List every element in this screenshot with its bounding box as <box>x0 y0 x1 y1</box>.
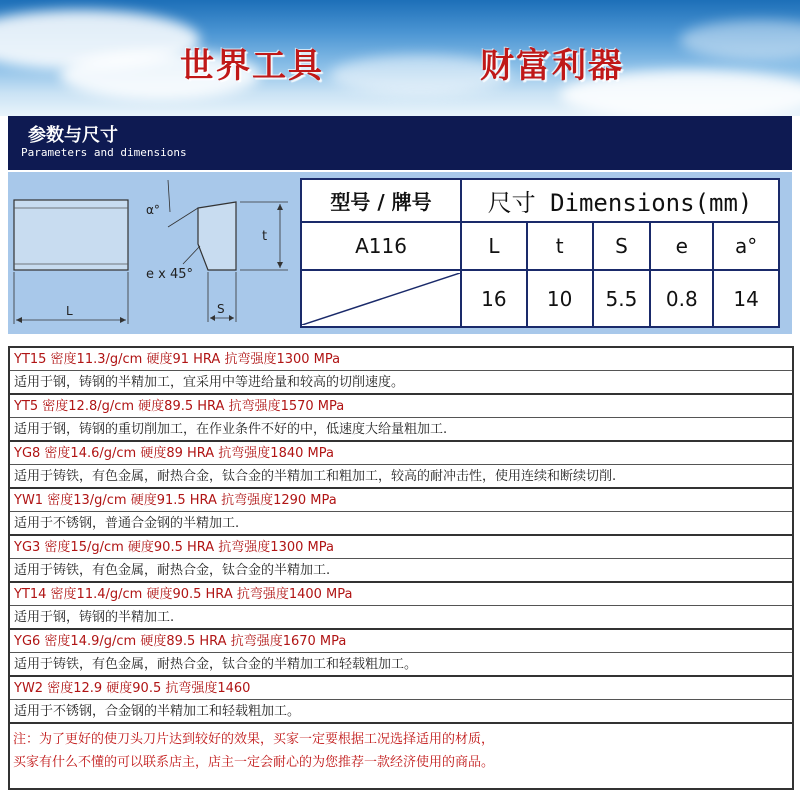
model-header: 型号 / 牌号 <box>301 179 461 222</box>
column-header: S <box>593 222 651 271</box>
label-alpha: α° <box>146 203 160 217</box>
grade-head: YG6 密度14.9/g/cm 硬度89.5 HRA 抗弯强度1670 MPa <box>10 630 792 653</box>
column-header: t <box>527 222 593 271</box>
dimension-value: 16 <box>461 270 527 327</box>
banner-slogan-right: 财富利器 <box>480 46 624 86</box>
grade-head: YG3 密度15/g/cm 硬度90.5 HRA 抗弯强度1300 MPa <box>10 536 792 559</box>
insert-dimension-drawing <box>8 172 298 334</box>
column-header: L <box>461 222 527 271</box>
grade-list <box>8 346 794 790</box>
spec-table <box>300 178 780 328</box>
cloud-decoration <box>680 20 800 60</box>
spec-panel <box>8 172 792 334</box>
section-header <box>8 116 792 170</box>
grade-head: YT5 密度12.8/g/cm 硬度89.5 HRA 抗弯强度1570 MPa <box>10 395 792 418</box>
model-value: A116 <box>301 222 461 271</box>
note-area <box>10 724 792 788</box>
label-S: S <box>217 302 225 316</box>
grade-desc: 适用于钢，铸钢的半精加工，宜采用中等进给量和较高的切削速度。 <box>10 371 792 395</box>
banner-slogan-left: 世界工具 <box>180 46 324 86</box>
empty-diagonal-cell <box>301 270 461 327</box>
dimensions-header: 尺寸 Dimensions(mm) <box>461 179 779 222</box>
grade-desc: 适用于不锈钢，合金钢的半精加工和轻载粗加工。 <box>10 700 792 724</box>
dimension-value: 10 <box>527 270 593 327</box>
dimension-value: 5.5 <box>593 270 651 327</box>
grade-desc: 适用于铸铁，有色金属，耐热合金，钛合金的半精加工和粗加工，较高的耐冲击性，使用连续和断续切削. <box>10 465 792 489</box>
grade-head: YG8 密度14.6/g/cm 硬度89 HRA 抗弯强度1840 MPa <box>10 442 792 465</box>
note-line: 注：为了更好的使刀头刀片达到较好的效果，买家一定要根据工况选择适用的材质， <box>13 732 495 747</box>
diagonal-line <box>302 273 460 325</box>
section-title: 参数与尺寸 <box>28 125 118 146</box>
grade-desc: 适用于不锈钢，普通合金钢的半精加工. <box>10 512 792 536</box>
grade-desc: 适用于钢，铸钢的重切削加工，在作业条件不好的中，低速度大给量粗加工. <box>10 418 792 442</box>
label-chamfer: e x 45° <box>146 267 193 282</box>
insert-front-view <box>14 200 128 270</box>
grade-desc: 适用于铸铁，有色金属，耐热合金，钛合金的半精加工和轻载粗加工。 <box>10 653 792 677</box>
grade-head: YW2 密度12.9 硬度90.5 抗弯强度1460 <box>10 677 792 700</box>
dimension-value: 0.8 <box>650 270 713 327</box>
top-banner <box>0 0 800 116</box>
grade-head: YT14 密度11.4/g/cm 硬度90.5 HRA 抗弯强度1400 MPa <box>10 583 792 606</box>
label-t: t <box>262 229 268 244</box>
section-subtitle: Parameters and dimensions <box>21 146 187 159</box>
column-header: a° <box>713 222 779 271</box>
note-line: 买家有什么不懂的可以联系店主，店主一定会耐心的为您推荐一款经济使用的商品。 <box>13 755 495 770</box>
grade-head: YT15 密度11.3/g/cm 硬度91 HRA 抗弯强度1300 MPa <box>10 348 792 371</box>
grade-desc: 适用于铸铁，有色金属，耐热合金，钛合金的半精加工. <box>10 559 792 583</box>
insert-side-view <box>198 202 236 270</box>
grade-desc: 适用于钢，铸钢的半精加工. <box>10 606 792 630</box>
label-L: L <box>66 304 73 318</box>
column-header: e <box>650 222 713 271</box>
dimension-value: 14 <box>713 270 779 327</box>
grade-head: YW1 密度13/g/cm 硬度91.5 HRA 抗弯强度1290 MPa <box>10 489 792 512</box>
